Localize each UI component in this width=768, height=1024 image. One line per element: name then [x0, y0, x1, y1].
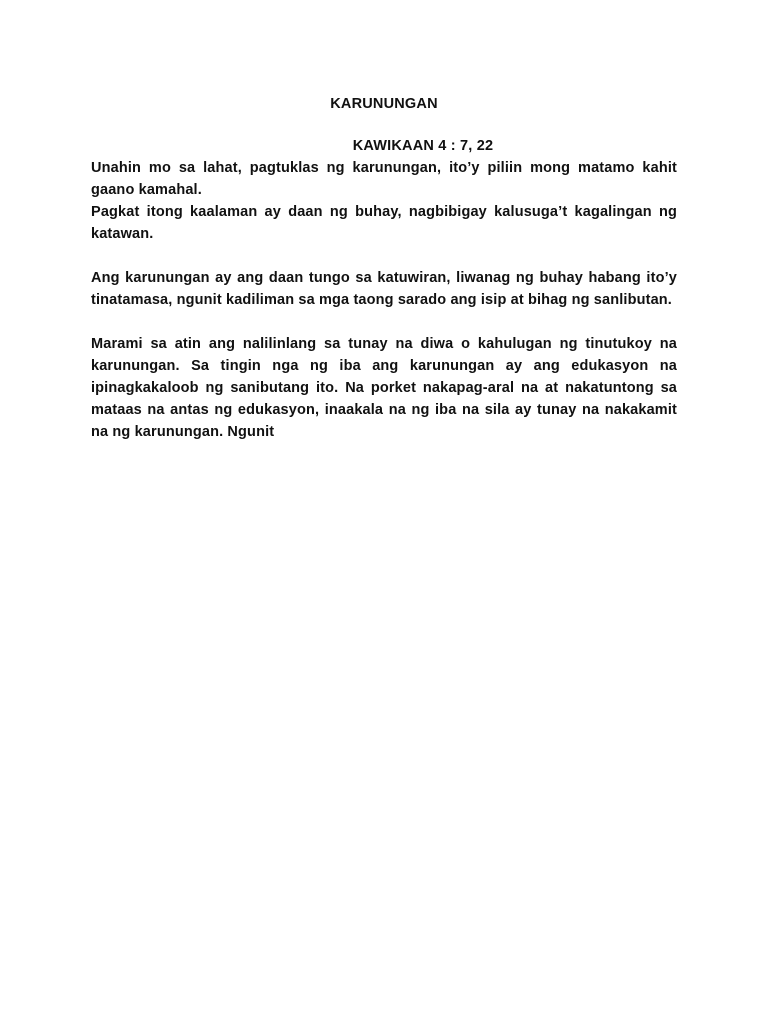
paragraph: Pagkat itong kaalaman ay daan ng buhay, nagbibigay kalusuga’t kagalingan ng katawan.	[91, 204, 677, 242]
paragraph: Ang karunungan ay ang daan tungo sa katuwiran, liwanag ng buhay habang ito’y tinatamasa, ngunit kadiliman sa mga taong sarado ang isip at bihag ng sanlibutan.	[91, 270, 677, 308]
paragraph: Unahin mo sa lahat, pagtuklas ng karunungan, ito’y piliin mong matamo kahit gaano kamahal.	[91, 160, 677, 198]
paragraph: Marami sa atin ang nalilinlang sa tunay na diwa o kahulugan ng tinutukoy na karunungan. Sa tingin nga ng iba ang karunungan ay ang edukasyon na ipinagkakaloob ng sanibutang ito. Na porket nakapag-aral na at nakatuntong sa mataas na antas ng edukasyon, inaakala na ng iba na sila ay tunay na nakakamit na ng karunungan. Ngunit	[91, 336, 677, 440]
document-title: KARUNUNGAN	[330, 96, 438, 112]
document-subtitle: KAWIKAAN 4 : 7, 22	[352, 138, 494, 154]
document-body	[91, 94, 677, 443]
